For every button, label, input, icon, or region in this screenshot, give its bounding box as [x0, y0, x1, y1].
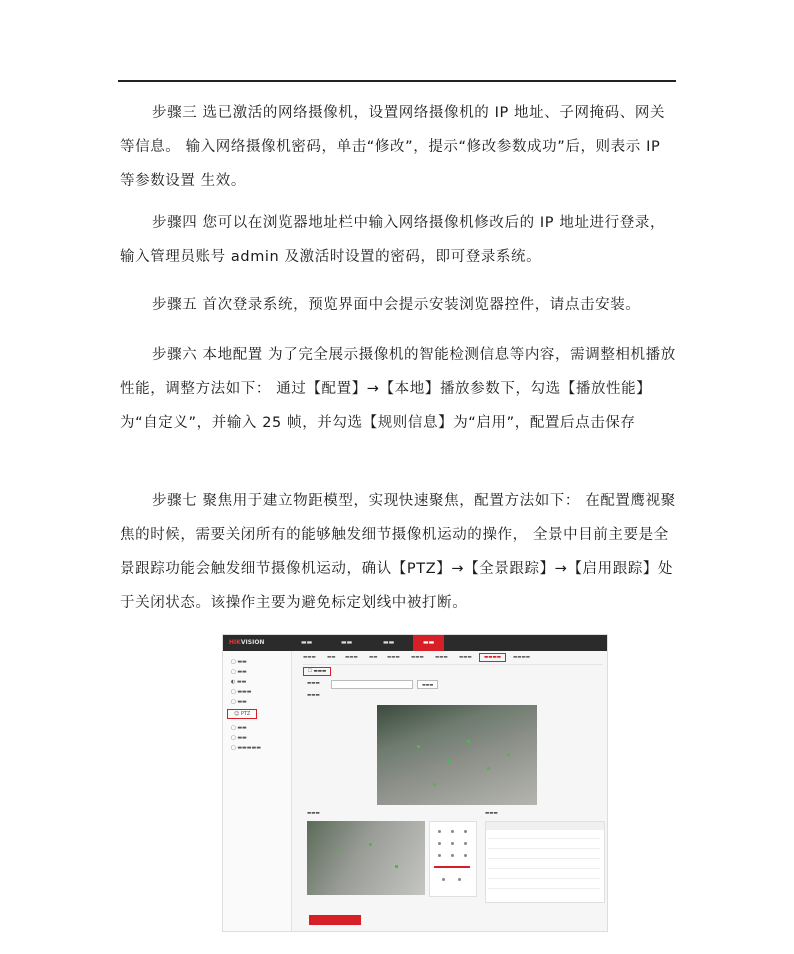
section-label: ▬▬▬: [307, 811, 320, 816]
panorama-video: [377, 705, 537, 805]
detail-camera-video: [307, 821, 425, 895]
subtab: ▬▬▬: [345, 655, 358, 660]
ptz-control-pad: [429, 821, 477, 897]
menu-item: ◐ ▬▬: [231, 679, 247, 685]
screenshot-subtabs: [303, 654, 603, 665]
subtab: ▬▬▬: [303, 655, 316, 660]
paragraph-step7: 步骤七 聚焦用于建立物距模型，实现快速聚焦，配置方法如下： 在配置鹰视聚焦的时候，需要关闭所有的能够触发细节摄像机运动的操作， 全景中目前主要是全景跟踪功能会触发细节摄像机运动，确认【PTZ】→【全景跟踪】→【启用跟踪】处于关闭状态。该操作主要为避免标定划线中被打断。: [120, 493, 676, 611]
section-label: ▬▬▬: [307, 693, 320, 698]
subtab: ▬▬▬: [459, 655, 472, 660]
menu-item: ▢ ▬▬: [231, 725, 247, 731]
menu-item: ▢ ▬▬: [231, 735, 247, 741]
mode-select: [331, 680, 413, 689]
paragraph-step5: 步骤五 首次登录系统，预览界面中会提示安装浏览器控件，请点击安装。: [152, 297, 641, 313]
control-label: ▬▬▬: [307, 681, 320, 686]
brand-logo: HIKVISION: [229, 639, 265, 646]
menu-item: ▢ ▬▬: [231, 669, 247, 675]
embedded-config-screenshot: [222, 634, 608, 932]
menu-item-ptz-selected: ☺ PTZ: [227, 709, 257, 719]
subtab: ▬▬▬: [411, 655, 424, 660]
subtab: ▬▬: [369, 655, 378, 660]
menu-item: ▢ ▬▬: [231, 699, 247, 705]
subtab: ▬▬: [327, 655, 336, 660]
nav-tab: ▬▬: [301, 639, 313, 646]
menu-item: ▢ ▬▬▬: [231, 689, 252, 695]
subtab: ▬▬▬▬: [513, 655, 531, 660]
enable-checkbox-highlighted: ☐ ▬▬▬: [303, 667, 331, 676]
paragraph-step4: 步骤四 您可以在浏览器地址栏中输入网络摄像机修改后的 IP 地址进行登录，输入管理员账号 admin 及激活时设置的密码，即可登录系统。: [120, 215, 666, 265]
section-label: ▬▬▬: [485, 811, 498, 816]
paragraph-step6: 步骤六 本地配置 为了完全展示摄像机的智能检测信息等内容，需调整相机播放性能，调整方法如下： 通过【配置】→【本地】播放参数下，勾选【播放性能】为“自定义”，并输入 25 帧，并勾选【规则信息】为“启用”，配置后点击保存: [120, 347, 676, 431]
subtab-highlighted: ▬▬▬▬: [479, 653, 506, 662]
subtab: ▬▬▬: [387, 655, 400, 660]
menu-item: ▢ ▬▬: [231, 659, 247, 665]
nav-tab: ▬▬: [383, 639, 395, 646]
save-button: [309, 915, 361, 925]
screenshot-topbar: [223, 635, 607, 651]
start-button: ▬▬▬: [417, 680, 438, 689]
paragraph-step3: 步骤三 选已激活的网络摄像机，设置网络摄像机的 IP 地址、子网掩码、网关等信息。 输入网络摄像机密码，单击“修改”，提示“修改参数成功”后，则表示 IP 等参数设置 生效。: [120, 105, 666, 189]
menu-item: ▢ ▬▬▬▬▬: [231, 745, 261, 751]
calibration-table: [485, 821, 605, 903]
screenshot-left-menu: [223, 651, 292, 931]
header-rule: [118, 80, 676, 82]
subtab: ▬▬▬: [435, 655, 448, 660]
nav-tab: ▬▬: [341, 639, 353, 646]
nav-tab-active: ▬▬: [413, 635, 444, 651]
